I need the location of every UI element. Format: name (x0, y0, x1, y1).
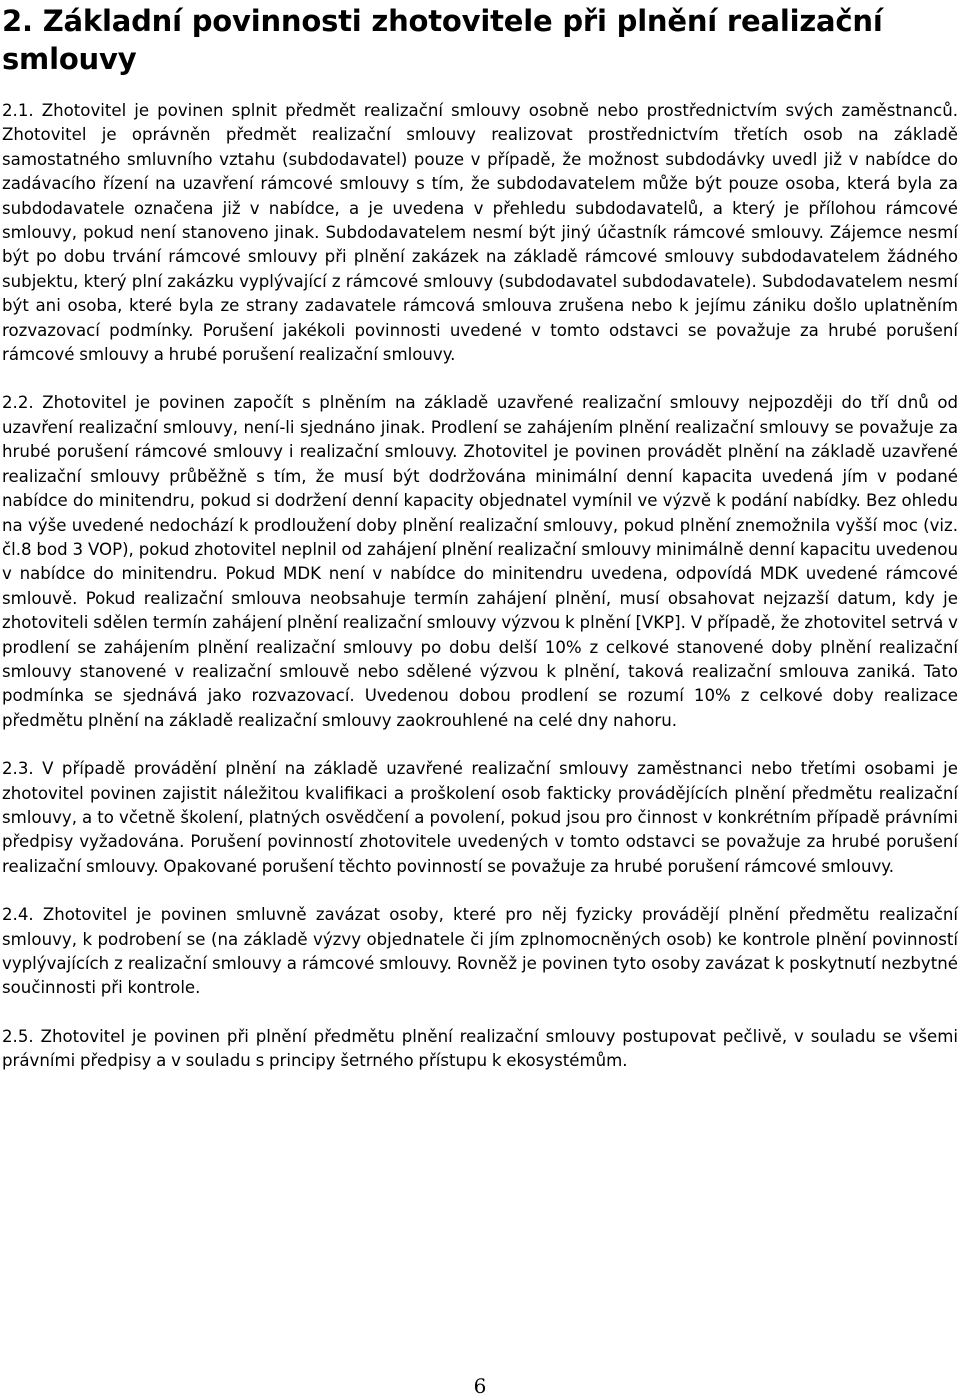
paragraph-number: 2.5. (2, 1026, 34, 1046)
paragraph-number: 2.4. (2, 905, 34, 925)
paragraph-spacer (2, 1001, 958, 1025)
paragraph-spacer (2, 367, 958, 391)
paragraph-2-1 (2, 99, 958, 367)
paragraph-text: Zhotovitel je povinen při plnění předmětu plnění realizační smlouvy postupovat pečlivě, v souladu se všemi právními předpisy a v souladu s principy šetrného přístupu k ekosystémům. (2, 1026, 958, 1071)
paragraph-number: 2.1. (2, 101, 34, 120)
paragraph-text: Zhotovitel je povinen započít s plněním na základě uzavřené realizační smlouvy nejpozději do tří dnů od uzavření realizační smlouvy, není-li sjednáno jinak. Prodlení se zahájením plnění realizační smlouvy se považuje za hrubé porušení rámcové smlouvy i realizační smlouvy. Zhotovitel je povinen provádět plnění na základě uzavřené realizační smlouvy průběžně s tím, že musí být dodržována minimální denní kapacita uvedená jím v podané nabídce do minitendru, pokud si dodržení denní kapacity objednatel vymínil ve výzvě k podání nabídky. Bez ohledu na výše uvedené nedochází k prodloužení doby plnění realizační smlouvy, pokud plnění znemožnila vyšší moc (viz. čl.8 bod 3 VOP), pokud zhotovitel neplnil od zahájení plnění realizační smlouvy minimálně denní kapacitu uvedenou v nabídce do minitendru. Pokud MDK není v nabídce do minitendru uvedena, odpovídá MDK uvedené rámcové smlouvě. Pokud realizační smlouva neobsahuje termín zahájení plnění, musí obsahovat nejzazší datum, kdy je zhotoviteli sdělen termín zahájení plnění realizační smlouvy výzvou k plnění [VKP]. V případě, že zhotovitel setrvá v prodlení se zahájením plnění realizační smlouvy po dobu delší 10% z celkové stanovené doby plnění realizační smlouvy stanovené v realizační smlouvě nebo sdělené výzvou k plnění, taková realizační smlouva zaniká. Tato podmínka se sjednává jako rozvazovací. Uvedenou dobou prodlení se rozumí 10% z celkové doby realizace předmětu plnění na základě realizační smlouvy zaokrouhlené na celé dny nahoru. (2, 393, 958, 730)
paragraph-number: 2.3. (2, 759, 34, 779)
paragraph-2-3 (2, 757, 958, 879)
chapter-heading: 2. Základní povinnosti zhotovitele při plnění realizační smlouvy (2, 4, 883, 76)
paragraph-spacer (2, 879, 958, 903)
paragraph-text: Zhotovitel je povinen splnit předmět realizační smlouvy osobně nebo prostřednictvím svých zaměstnanců. Zhotovitel je oprávněn předmět realizační smlouvy realizovat prostřednictvím třetích osob na základě samostatného smluvního vztahu (subdodavatel) pouze v případě, že možnost subdodávky uvedl již v nabídce do zadávacího řízení na uzavření rámcové smlouvy s tím, že subdodavatelem může být pouze osoba, která byla za subdodavatele označena již v nabídce, a je uvedena v přehledu subdodavatelů, a který je přílohou rámcové smlouvy, pokud není stanoveno jinak. Subdodavatelem nesmí být jiný účastník rámcové smlouvy. Zájemce nesmí být po dobu trvání rámcové smlouvy při plnění zakázek na základě rámcové smlouvy subdodavatelem žádného subjektu, který plní zakázku vyplývající z rámcové smlouvy (subdodavatel subdodavatele). Subdodavatelem nesmí být ani osoba, které byla ze strany zadavatele rámcová smlouva zrušena nebo k jejímu zániku došlo uplatněním rozvazovací podmínky. Porušení jakékoli povinnosti uvedené v tomto odstavci se považuje za hrubé porušení rámcové smlouvy a hrubé porušení realizační smlouvy. (2, 101, 958, 365)
paragraph-spacer (2, 733, 958, 757)
paragraph-2-2 (2, 391, 958, 733)
paragraph-text: V případě provádění plnění na základě uzavřené realizační smlouvy zaměstnanci nebo třetími osobami je zhotovitel povinen zajistit náležitou kvalifikaci a proškolení osob fakticky provádějících plnění předmětu realizační smlouvy, a to včetně školení, platných osvědčení a povolení, pokud jsou pro činnost v konkrétním případě právními předpisy vyžadována. Porušení povinností zhotovitele uvedených v tomto odstavci se považuje za hrubé porušení realizační smlouvy. Opakované porušení těchto povinností se považuje za hrubé porušení rámcové smlouvy. (2, 759, 958, 876)
paragraph-2-5 (2, 1025, 958, 1074)
page-number: 6 (473, 1374, 487, 1398)
paragraph-number: 2.2. (2, 393, 34, 413)
paragraph-text: Zhotovitel je povinen smluvně zavázat osoby, které pro něj fyzicky provádějí plnění předmětu realizační smlouvy, k podrobení se (na základě výzvy objednatele či jím zplnomocněných osob) ke kontrole plnění povinností vyplývajících z realizační smlouvy a rámcové smlouvy. Rovněž je povinen tyto osoby zavázat k poskytnutí nezbytné součinnosti při kontrole. (2, 905, 959, 998)
paragraph-2-4 (2, 903, 958, 1001)
